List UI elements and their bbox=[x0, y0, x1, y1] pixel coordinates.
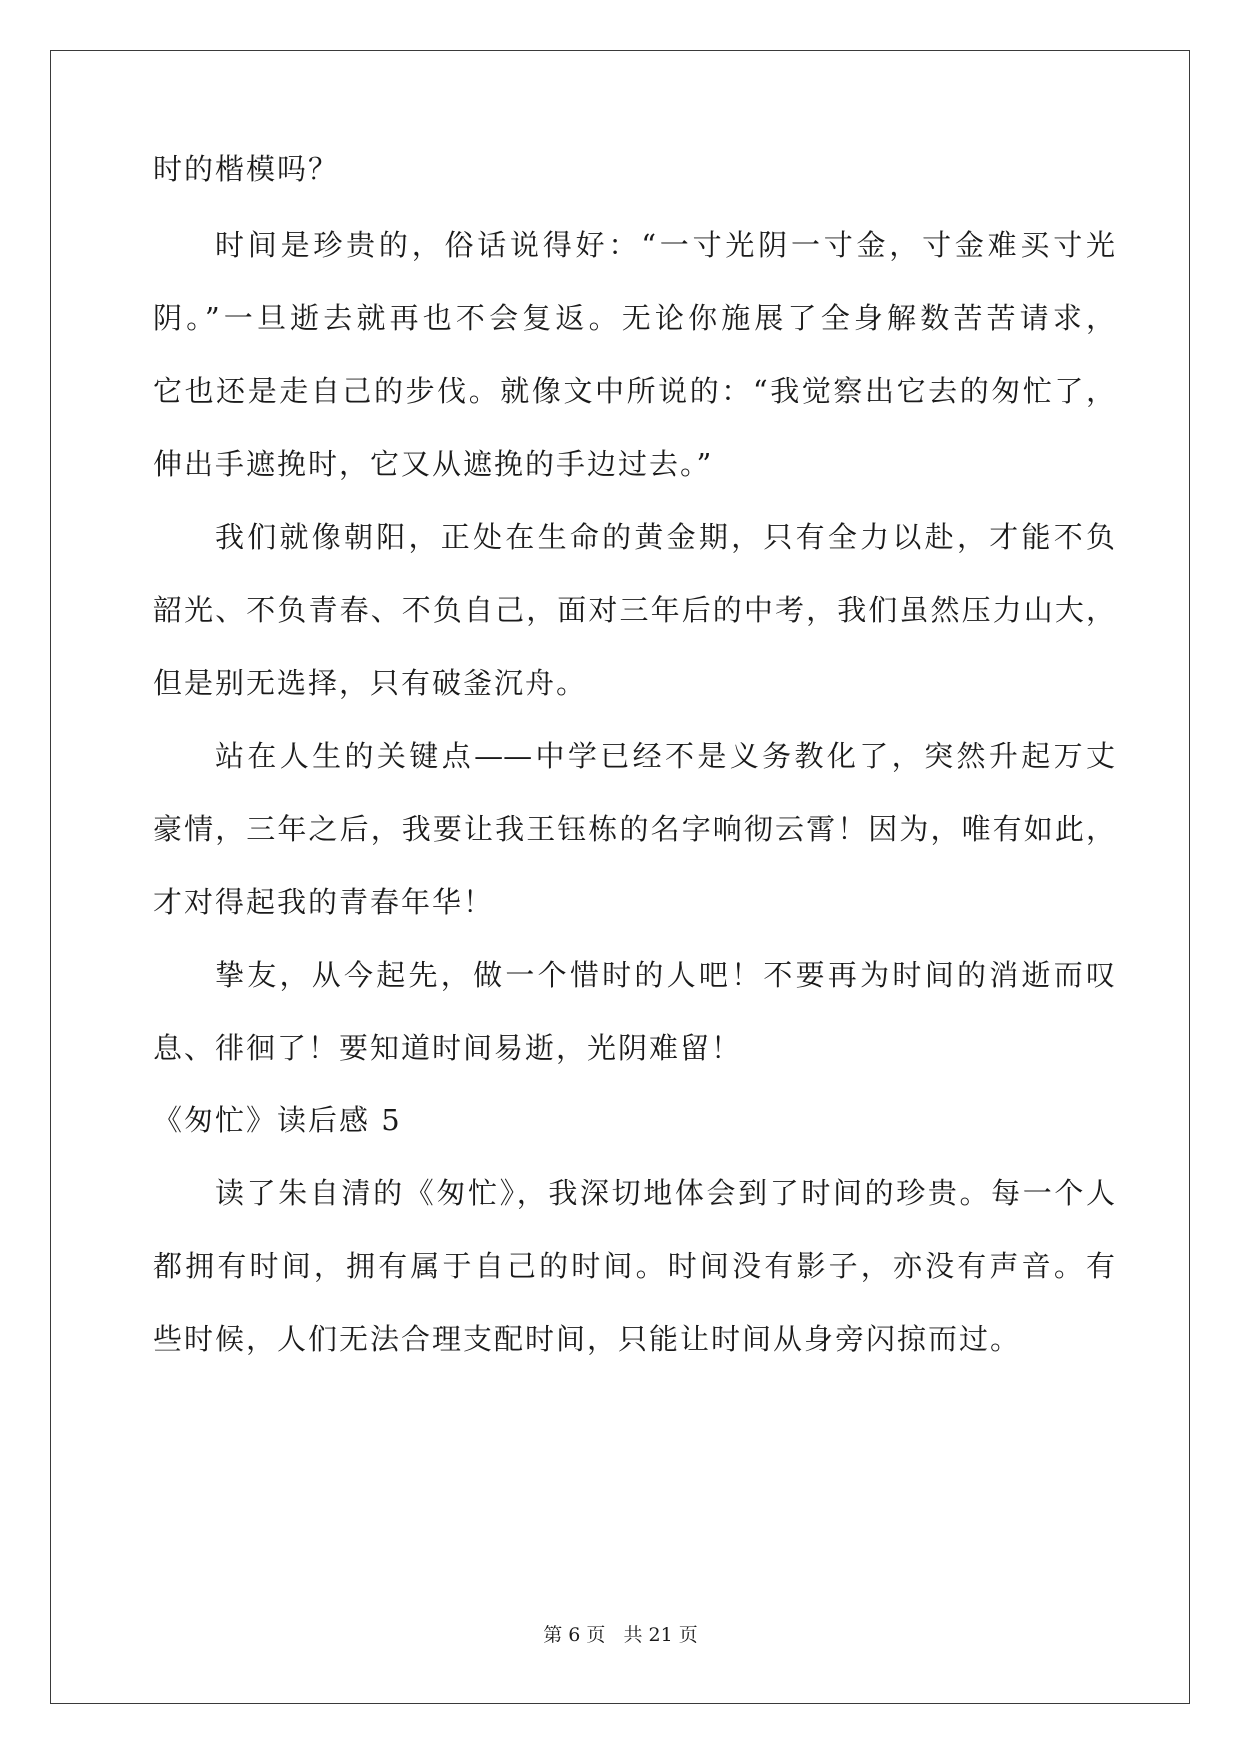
text-line: 都拥有时间，拥有属于自己的时间。时间没有影子，亦没有声音。有 bbox=[153, 1249, 1115, 1283]
text-line: 时的楷模吗？ bbox=[153, 152, 340, 186]
text-line: 些时候，人们无法合理支配时间，只能让时间从身旁闪掠而过。 bbox=[153, 1322, 1022, 1356]
paragraph-first-line: 挚友，从今起先，做一个惜时的人吧！不要再为时间的消逝而叹 bbox=[215, 958, 1115, 992]
text-line: 豪情，三年之后，我要让我王钰栋的名字响彻云霄！因为，唯有如此， bbox=[153, 812, 1115, 846]
paragraph-first-line: 读了朱自清的《匆忙》，我深切地体会到了时间的珍贵。每一个人 bbox=[215, 1176, 1115, 1210]
text-line: 但是别无选择，只有破釜沉舟。 bbox=[153, 666, 588, 700]
text-line: 息、徘徊了！要知道时间易逝，光阴难留！ bbox=[153, 1031, 743, 1065]
section-heading: 《匆忙》读后感 5 bbox=[153, 1103, 402, 1137]
paragraph-first-line: 时间是珍贵的，俗话说得好：“一寸光阴一寸金，寸金难买寸光 bbox=[215, 228, 1115, 262]
page-number: 第 6 页 bbox=[543, 1624, 606, 1646]
text-line: 韶光、不负青春、不负自己，面对三年后的中考，我们虽然压力山大， bbox=[153, 593, 1115, 627]
text-line: 伸出手遮挽时，它又从遮挽的手边过去。” bbox=[153, 447, 714, 481]
paragraph-first-line: 我们就像朝阳，正处在生命的黄金期，只有全力以赴，才能不负 bbox=[215, 520, 1115, 554]
page-frame bbox=[50, 50, 1190, 1704]
text-line: 阴。”一旦逝去就再也不会复返。无论你施展了全身解数苦苦请求， bbox=[153, 301, 1115, 335]
text-line: 才对得起我的青春年华！ bbox=[153, 885, 495, 919]
page-total: 共 21 页 bbox=[623, 1624, 698, 1646]
page-footer bbox=[0, 1623, 1241, 1647]
text-line: 它也还是走自己的步伐。就像文中所说的：“我觉察出它去的匆忙了， bbox=[153, 374, 1115, 408]
paragraph-first-line: 站在人生的关键点——中学已经不是义务教化了，突然升起万丈 bbox=[215, 739, 1115, 773]
